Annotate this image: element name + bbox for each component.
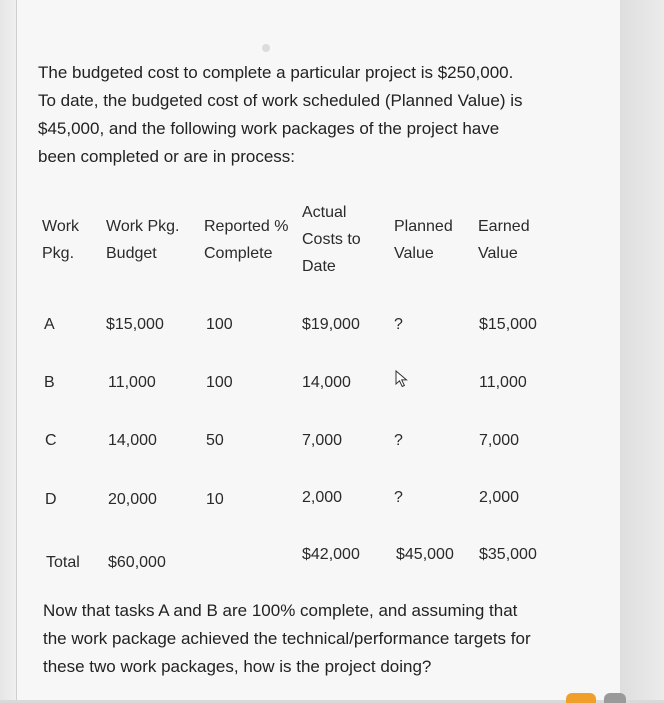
row-c-earned: 7,000 <box>479 432 520 449</box>
header-earned-value: Earned Value <box>478 218 530 262</box>
total-earned: $35,000 <box>479 546 537 563</box>
row-c-planned: ? <box>394 432 403 449</box>
row-d-actual: 2,000 <box>302 489 343 506</box>
row-d-complete: 10 <box>206 491 224 508</box>
row-b-budget: 11,000 <box>108 374 156 391</box>
question-line: Now that tasks A and B are 100% complete, and assuming that <box>43 601 518 620</box>
intro-line: been completed or are in process: <box>38 147 296 166</box>
total-actual: $42,000 <box>302 546 360 563</box>
intro-paragraph <box>38 59 568 171</box>
header-actual-costs: Actual Costs to Date <box>302 204 361 275</box>
intro-line: The budgeted cost to complete a particular project is $250,000. <box>38 63 514 82</box>
row-b-earned: 11,000 <box>479 374 527 391</box>
row-c-complete: 50 <box>206 432 224 449</box>
row-d-pkg: D <box>45 491 57 508</box>
total-budget: $60,000 <box>108 554 166 571</box>
question-line: these two work packages, how is the project doing? <box>43 657 432 676</box>
row-d-earned: 2,000 <box>479 489 520 506</box>
row-a-earned: $15,000 <box>479 316 537 333</box>
row-a-pkg: A <box>44 316 55 333</box>
question-paragraph <box>43 597 583 681</box>
row-c-pkg: C <box>45 432 57 449</box>
header-planned-value: Planned Value <box>394 218 453 262</box>
header-work-pkg: Work Pkg. <box>42 218 80 262</box>
decorative-dot <box>262 44 270 52</box>
bottom-gray-button[interactable] <box>604 693 626 703</box>
intro-line: To date, the budgeted cost of work scheduled (Planned Value) is <box>38 91 523 110</box>
header-reported-complete: Reported % Complete <box>204 218 289 262</box>
row-a-complete: 100 <box>206 316 233 333</box>
total-planned: $45,000 <box>396 546 454 563</box>
mouse-pointer-icon <box>393 369 411 389</box>
right-edge <box>620 0 664 700</box>
row-b-complete: 100 <box>206 374 233 391</box>
row-a-budget: $15,000 <box>106 316 164 333</box>
row-b-actual: 14,000 <box>302 374 351 391</box>
row-d-budget: 20,000 <box>108 491 157 508</box>
intro-line: $45,000, and the following work packages of the project have <box>38 119 500 138</box>
row-c-actual: 7,000 <box>302 432 343 449</box>
row-a-planned: ? <box>394 316 403 333</box>
total-label: Total <box>46 554 80 571</box>
row-b-pkg: B <box>44 374 55 391</box>
row-a-actual: $19,000 <box>302 316 360 333</box>
header-budget: Work Pkg. Budget <box>106 218 180 262</box>
row-d-planned: ? <box>394 489 403 506</box>
question-line: the work package achieved the technical/performance targets for <box>43 629 531 648</box>
bottom-orange-button[interactable] <box>566 693 596 703</box>
row-c-budget: 14,000 <box>108 432 157 449</box>
